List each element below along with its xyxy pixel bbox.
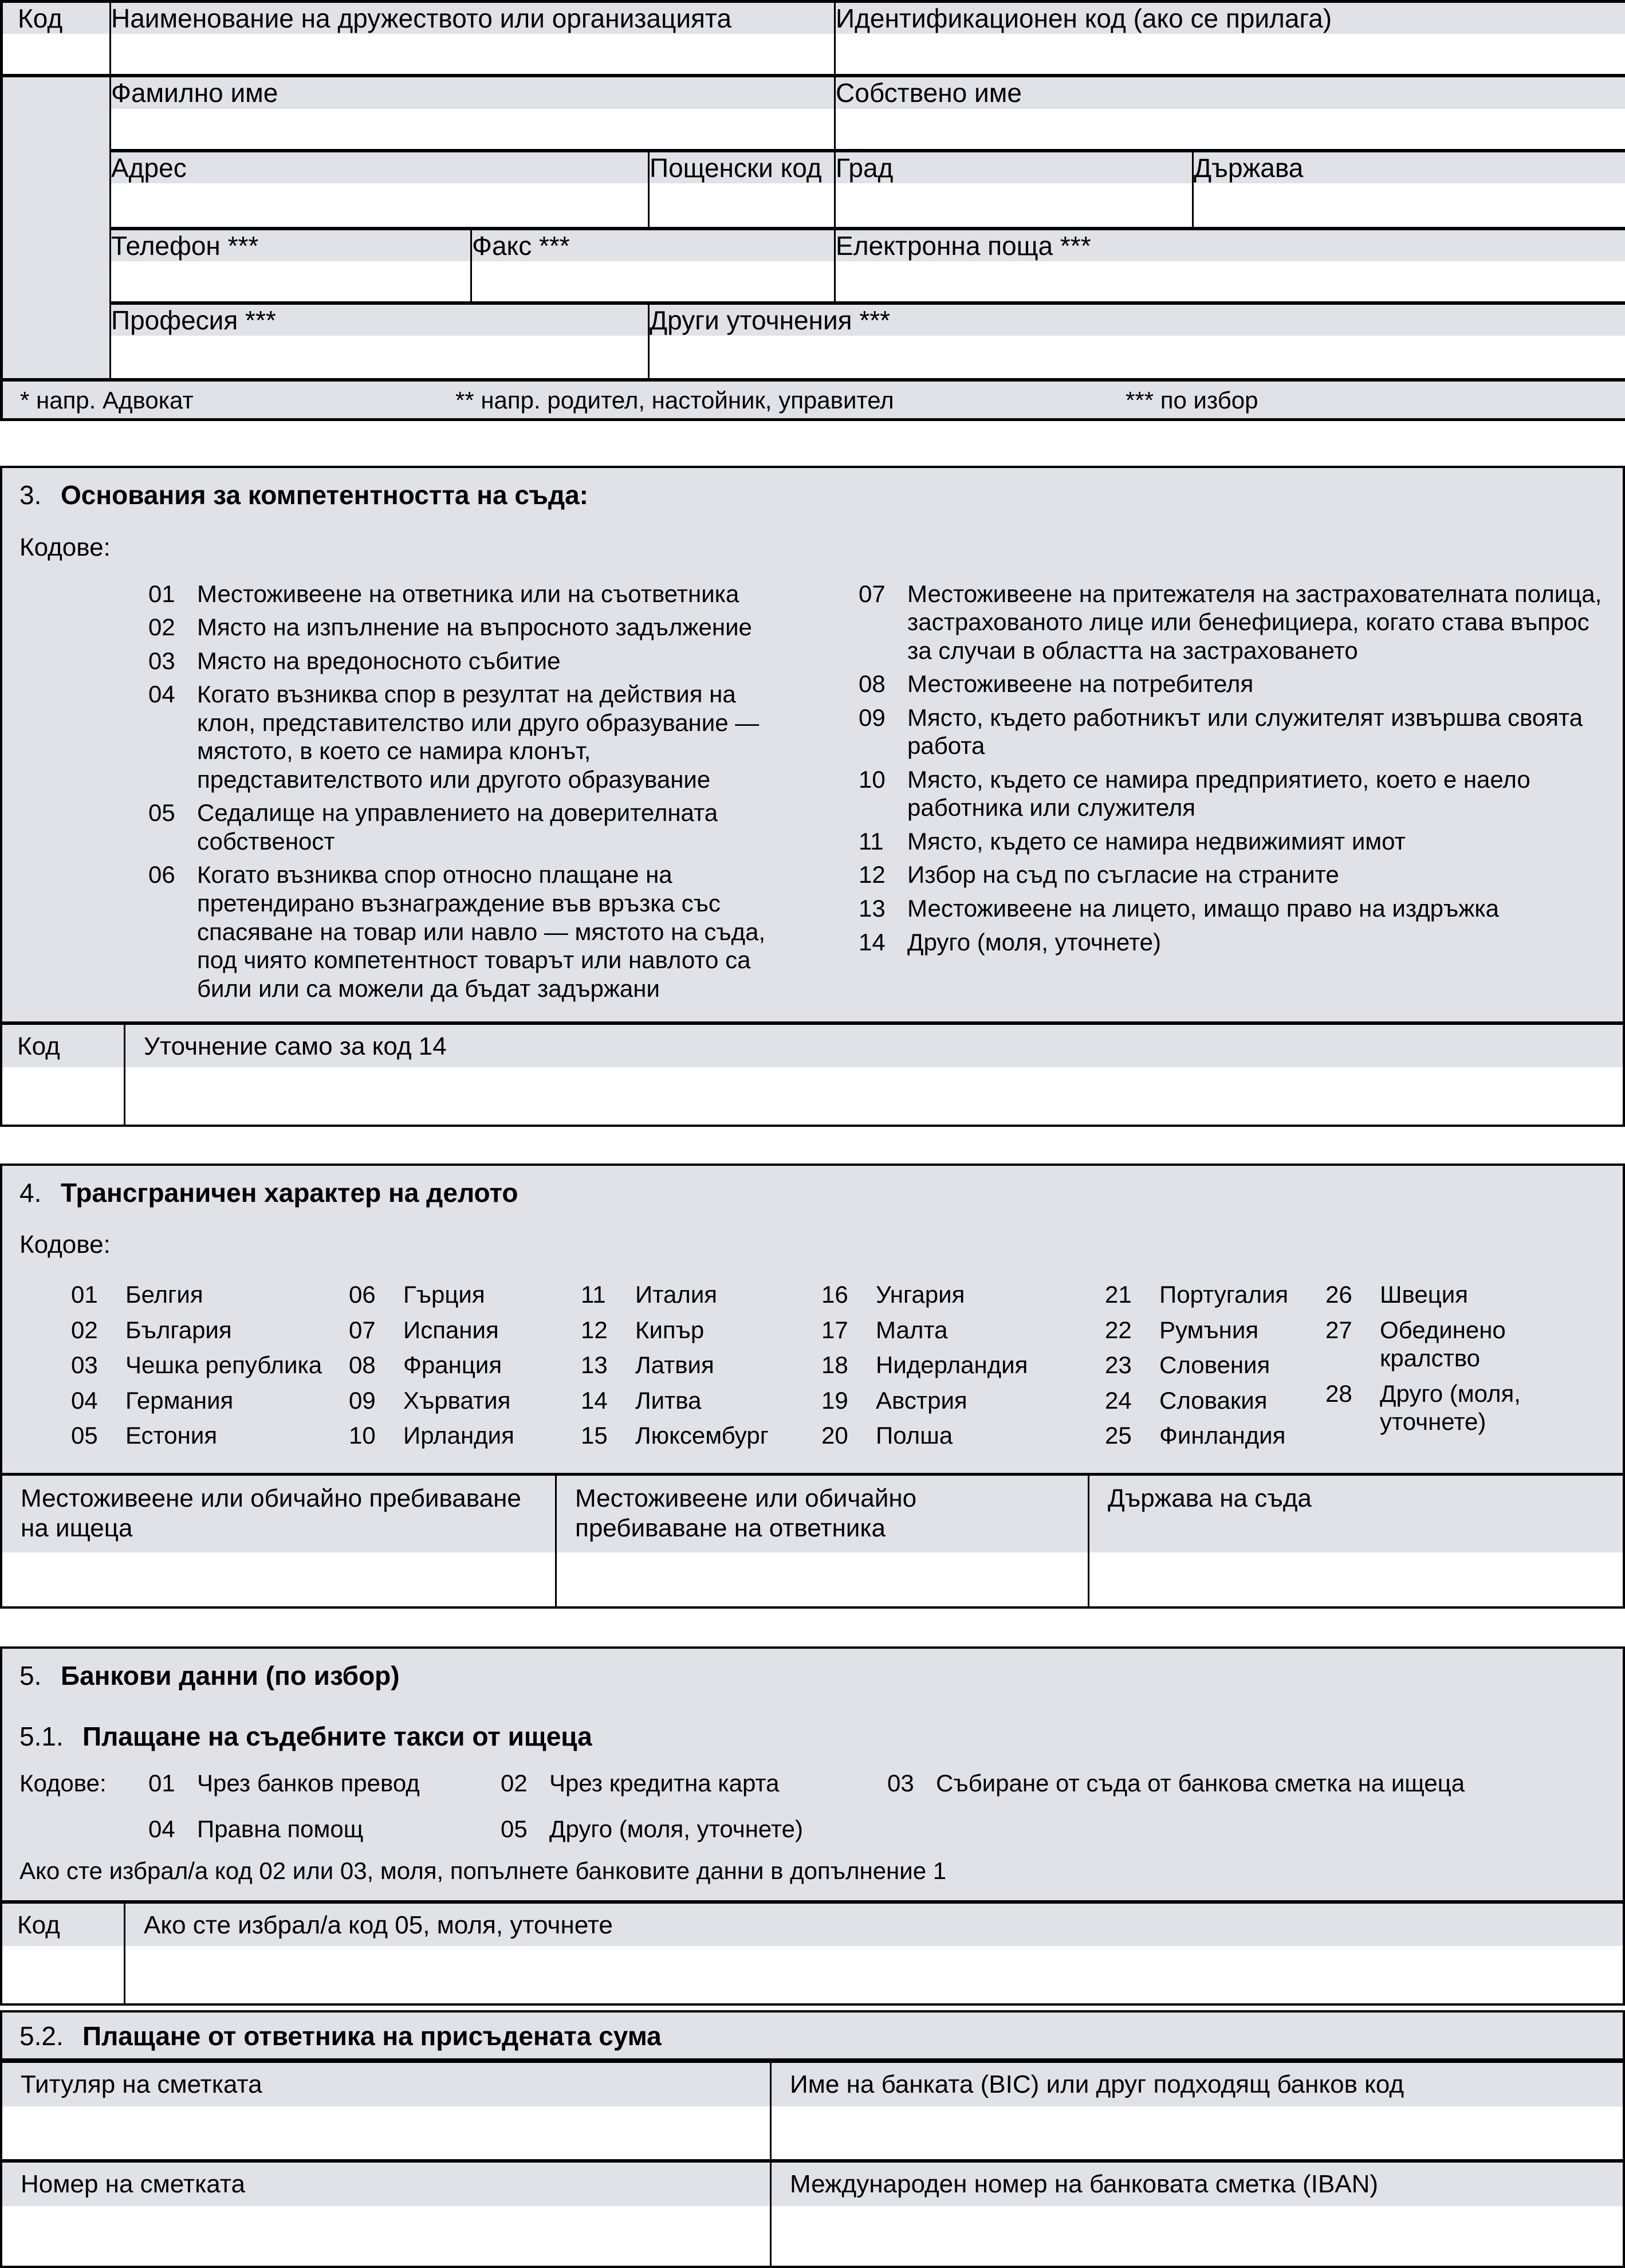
section-4-title: 4. Трансграничен характер на делото xyxy=(2,1166,1623,1208)
defendant-residence-input[interactable] xyxy=(555,1552,1088,1606)
jurisdiction-detail-input[interactable] xyxy=(125,1067,1623,1125)
country-item: 28 Друго (моля, уточнете) xyxy=(1325,1379,1619,1436)
occupation-header: Професия *** xyxy=(111,303,649,336)
bank-account-table xyxy=(0,2058,1625,2268)
payment-detail-header: Ако сте избрал/а код 05, моля, уточнете xyxy=(125,1904,1623,1946)
country-item: 05 Естония xyxy=(71,1421,349,1450)
firstname-header: Собствено име xyxy=(835,76,1625,108)
country-item: 04 Германия xyxy=(71,1386,349,1415)
payment-codes-row-1 xyxy=(2,1769,1623,1798)
party-code-column-cell xyxy=(2,76,111,380)
jurisdiction-code-item: 03 Място на вредоносното събитие xyxy=(148,647,816,675)
section-5-box xyxy=(0,1646,1625,2006)
jurisdiction-code-item: 07 Местоживеене на притежателя на застрахователната полица, застрахованото лице или бенефициера, когато става въпрос за случаи в областта на застраховането xyxy=(859,580,1619,665)
other-details-input[interactable] xyxy=(649,336,1625,380)
jurisdiction-code-item: 02 Място на изпълнение на въпросното задължение xyxy=(148,613,816,642)
row-org-input xyxy=(2,34,1625,76)
jurisdiction-code-item: 14 Друго (моля, уточнете) xyxy=(859,928,1619,957)
country-item: 13 Латвия xyxy=(581,1351,821,1379)
country-item: 22 Румъния xyxy=(1105,1316,1325,1345)
country-header: Държава xyxy=(1193,151,1625,183)
payment-code-input[interactable] xyxy=(2,1946,125,2003)
court-country-header: Държава на съда xyxy=(1088,1476,1623,1552)
phone-header: Телефон *** xyxy=(111,229,471,261)
party-details-table xyxy=(0,0,1625,421)
country-item: 07 Испания xyxy=(349,1316,581,1345)
account-number-header: Номер на сметката xyxy=(2,2163,770,2206)
row-surname-header xyxy=(2,76,1625,108)
section-3-codes-label: Кодове: xyxy=(2,511,1623,563)
payment-code: 02 xyxy=(501,1769,549,1798)
section-5-1-title: 5.1. Плащане на съдебните такси от ищеца xyxy=(2,1691,1623,1752)
country-item: 23 Словения xyxy=(1105,1351,1325,1379)
row-org-header xyxy=(2,2,1625,34)
id-code-input[interactable] xyxy=(835,34,1625,76)
country-item: 24 Словакия xyxy=(1105,1386,1325,1415)
jurisdiction-code-item: 11 Място, където се намира недвижимият имот xyxy=(859,827,1619,856)
address-input[interactable] xyxy=(111,183,649,229)
iban-header: Международен номер на банковата сметка (IBAN) xyxy=(770,2163,1623,2206)
country-item: 01 Белгия xyxy=(71,1280,349,1309)
country-item: 16 Унгария xyxy=(821,1280,1105,1309)
jurisdiction-code-item: 09 Място, където работникът или служителят извършва своята работа xyxy=(859,703,1619,760)
row-phone-input xyxy=(2,261,1625,303)
section-4-codes-label: Кодове: xyxy=(2,1208,1623,1260)
fax-header: Факс *** xyxy=(471,229,835,261)
row-occupation-header xyxy=(2,303,1625,336)
row-phone-header xyxy=(2,229,1625,261)
jurisdiction-detail-header: Уточнение само за код 14 xyxy=(125,1025,1623,1067)
country-item: 21 Португалия xyxy=(1105,1280,1325,1309)
jurisdiction-code-item: 04 Когато възниква спор в резултат на действия на клон, представителство или друго образувание — мястото, в което се намира клонът, представителството или другото образувание xyxy=(148,680,816,793)
row-address-input xyxy=(2,183,1625,229)
country-item: 25 Финландия xyxy=(1105,1421,1325,1450)
surname-header: Фамилно име xyxy=(111,76,835,108)
code-header: Код xyxy=(2,2,111,34)
payment-code: 01 xyxy=(148,1769,197,1798)
jurisdiction-code-header: Код xyxy=(2,1025,125,1067)
country-item: 20 Полша xyxy=(821,1421,1105,1450)
country-item: 19 Австрия xyxy=(821,1386,1105,1415)
payment-code: 03 xyxy=(887,1769,936,1798)
payment-detail-input[interactable] xyxy=(125,1946,1623,2003)
defendant-residence-header: Местоживеене или обичайно пребиваване на ответника xyxy=(555,1476,1088,1552)
country-item: 14 Литва xyxy=(581,1386,821,1415)
account-holder-header: Титуляр на сметката xyxy=(2,2061,770,2106)
city-input[interactable] xyxy=(835,183,1193,229)
iban-input[interactable] xyxy=(770,2206,1623,2266)
country-input[interactable] xyxy=(1193,183,1625,229)
country-item: 03 Чешка република xyxy=(71,1351,349,1379)
payment-code-text: Чрез банков превод xyxy=(197,1769,501,1798)
jurisdiction-code-item: 13 Местоживеене на лицето, имащо право на издръжка xyxy=(859,894,1619,923)
footnote-row xyxy=(2,380,1625,420)
footnote-lawyer: * напр. Адвокат xyxy=(20,386,455,415)
section-5-number: 5. xyxy=(19,1660,61,1691)
party-code-input[interactable] xyxy=(2,34,111,76)
city-header: Град xyxy=(835,151,1193,183)
payment-code-header: Код xyxy=(2,1904,125,1946)
row-address-header xyxy=(2,151,1625,183)
postal-code-input[interactable] xyxy=(649,183,835,229)
country-item: 18 Нидерландия xyxy=(821,1351,1105,1379)
payment-code-text: Събиране от съда от банкова сметка на ищеца xyxy=(936,1769,1623,1798)
row-surname-input xyxy=(2,109,1625,151)
org-name-header: Наименование на дружеството или организацията xyxy=(111,2,835,34)
section-3-number: 3. xyxy=(19,479,61,510)
country-item: 26 Швеция xyxy=(1325,1280,1619,1309)
payment-code-table xyxy=(2,1900,1623,2003)
email-input[interactable] xyxy=(835,261,1625,303)
footnote-optional: *** по избор xyxy=(1126,386,1625,415)
jurisdiction-code-table xyxy=(2,1021,1623,1125)
section-4-box xyxy=(0,1164,1625,1609)
jurisdiction-code-item: 10 Място, където се намира предприятието, което е наело работника или служителя xyxy=(859,765,1619,822)
other-details-header: Други уточнения *** xyxy=(649,303,1625,336)
section-5-2-number: 5.2. xyxy=(19,2021,82,2051)
country-item: 15 Люксембург xyxy=(581,1421,821,1450)
section-3-title: 3. Основания за компетентността на съда: xyxy=(2,468,1623,510)
country-item: 08 Франция xyxy=(349,1351,581,1379)
country-item: 27 Обединено кралство xyxy=(1325,1316,1619,1373)
payment-code-text: Правна помощ xyxy=(197,1815,501,1844)
jurisdiction-code-input[interactable] xyxy=(2,1067,125,1125)
payment-codes-row-2 xyxy=(2,1815,1623,1844)
country-item: 10 Ирландия xyxy=(349,1421,581,1450)
payment-code-text: Чрез кредитна карта xyxy=(549,1769,887,1798)
claimant-residence-header: Местоживеене или обичайно пребиваване на ищеца xyxy=(2,1476,555,1552)
section-5-1-number: 5.1. xyxy=(19,1721,82,1752)
section-5-2-title-band: 5.2. Плащане от ответника на присъдената сума xyxy=(0,2010,1625,2058)
occupation-input[interactable] xyxy=(111,336,649,380)
section-4-number: 4. xyxy=(19,1177,61,1208)
jurisdiction-code-item: 12 Избор на съд по съгласие на страните xyxy=(859,860,1619,889)
jurisdiction-codes-list xyxy=(2,563,1623,1022)
country-item: 06 Гърция xyxy=(349,1280,581,1309)
payment-code: 05 xyxy=(501,1815,549,1844)
residence-table xyxy=(2,1473,1623,1606)
jurisdiction-code-item: 05 Седалище на управлението на доверителната собственост xyxy=(148,799,816,855)
payment-code-text: Друго (моля, уточнете) xyxy=(549,1815,887,1844)
country-item: 11 Италия xyxy=(581,1280,821,1309)
jurisdiction-code-item: 08 Местоживеене на потребителя xyxy=(859,670,1619,698)
address-header: Адрес xyxy=(111,151,649,183)
claimant-residence-input[interactable] xyxy=(2,1552,555,1606)
section-5-1-codes-label: Кодове: xyxy=(19,1769,148,1798)
country-codes-grid xyxy=(2,1260,1623,1473)
bank-name-input[interactable] xyxy=(770,2106,1623,2163)
payment-note: Ако сте избрал/а код 02 или 03, моля, попълнете банковите данни в допълнение 1 xyxy=(2,1843,1623,1900)
account-holder-input[interactable] xyxy=(2,2106,770,2163)
postal-code-header: Пощенски код xyxy=(649,151,835,183)
id-code-header: Идентификационен код (ако се прилага) xyxy=(835,2,1625,34)
payment-code: 04 xyxy=(148,1815,197,1844)
fax-input[interactable] xyxy=(471,261,835,303)
org-name-input[interactable] xyxy=(111,34,835,76)
account-number-input[interactable] xyxy=(2,2206,770,2266)
row-occupation-input xyxy=(2,336,1625,380)
court-country-input[interactable] xyxy=(1088,1552,1623,1606)
bank-name-header: Име на банката (BIC) или друг подходящ банков код xyxy=(770,2061,1623,2106)
email-header: Електронна поща *** xyxy=(835,229,1625,261)
country-item: 02 България xyxy=(71,1316,349,1345)
phone-input[interactable] xyxy=(111,261,471,303)
section-3-box xyxy=(0,466,1625,1127)
footnote-representative: ** напр. родител, настойник, управител xyxy=(455,386,1126,415)
section-5-title: 5. Банкови данни (по избор) xyxy=(2,1649,1623,1691)
country-item: 17 Малта xyxy=(821,1316,1105,1345)
jurisdiction-code-item: 06 Когато възниква спор относно плащане на претендирано възнаграждение във връзка със спасяване на товар или навло — мястото на съда, под чиято компетентност товарът или навлото са били или са можели да бъдат задържани xyxy=(148,860,816,1003)
firstname-input[interactable] xyxy=(835,109,1625,151)
country-item: 09 Хърватия xyxy=(349,1386,581,1415)
surname-input[interactable] xyxy=(111,109,835,151)
jurisdiction-code-item: 01 Местоживеене на ответника или на съответника xyxy=(148,580,816,608)
country-item: 12 Кипър xyxy=(581,1316,821,1345)
